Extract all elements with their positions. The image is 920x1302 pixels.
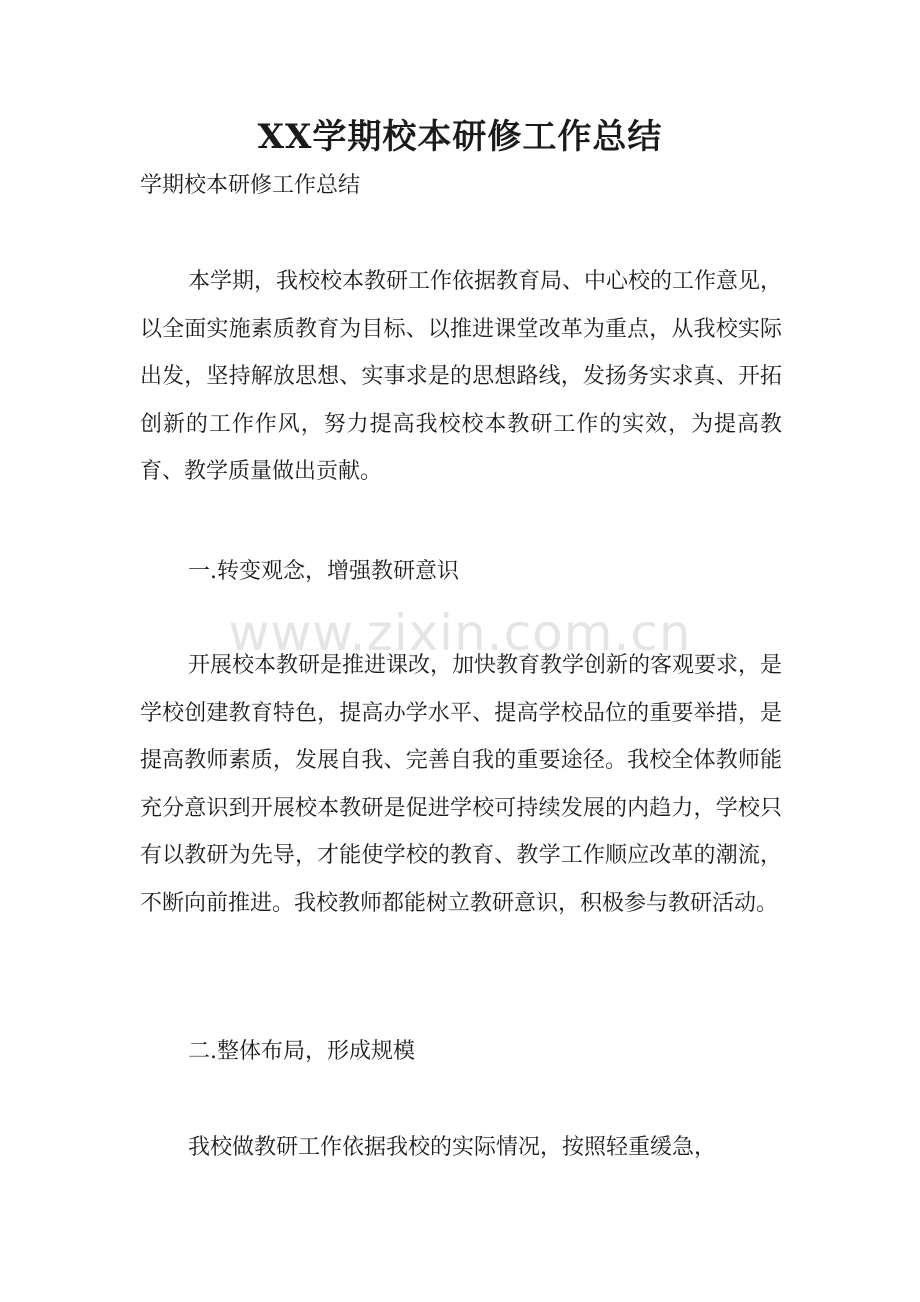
paragraph-section-1: 开展校本教研是推进课改，加快教育教学创新的客观要求，是学校创建教育特色，提高办学水平、提高学校品位的重要举措，是提高教师素质，发展自我、完善自我的重要途径。我校全体教师能充分意识到开展校本教研是促进学校可持续发展的内趋力，学校只有以教研为先导，才能使学校的教育、教学工作顺应改革的潮流，不断向前推进。我校教师都能树立教研意识，积极参与教研活动。 [140,653,783,916]
paragraph-intro: 本学期，我校校本教研工作依据教育局、中心校的工作意见，以全面实施素质教育为目标、以推进课堂改革为重点，从我校实际出发，坚持解放思想、实事求是的思想路线，发扬务实求真、开拓创新的工作作风，努力提高我校校本教研工作的实效，为提高教育、教学质量做出贡献。 [140,269,783,484]
watermark: www.zixin.com.cn [228,604,692,662]
document-subtitle: 学期校本研修工作总结 [140,173,361,198]
paragraph-section-2: 我校做教研工作依据我校的实际情况，按照轻重缓急， [188,1135,717,1160]
document-title: XX学期校本研修工作总结 [257,117,663,157]
section-heading-1: 一.转变观念，增强教研意识 [188,559,459,584]
section-heading-2: 二.整体布局，形成规模 [188,1039,415,1064]
